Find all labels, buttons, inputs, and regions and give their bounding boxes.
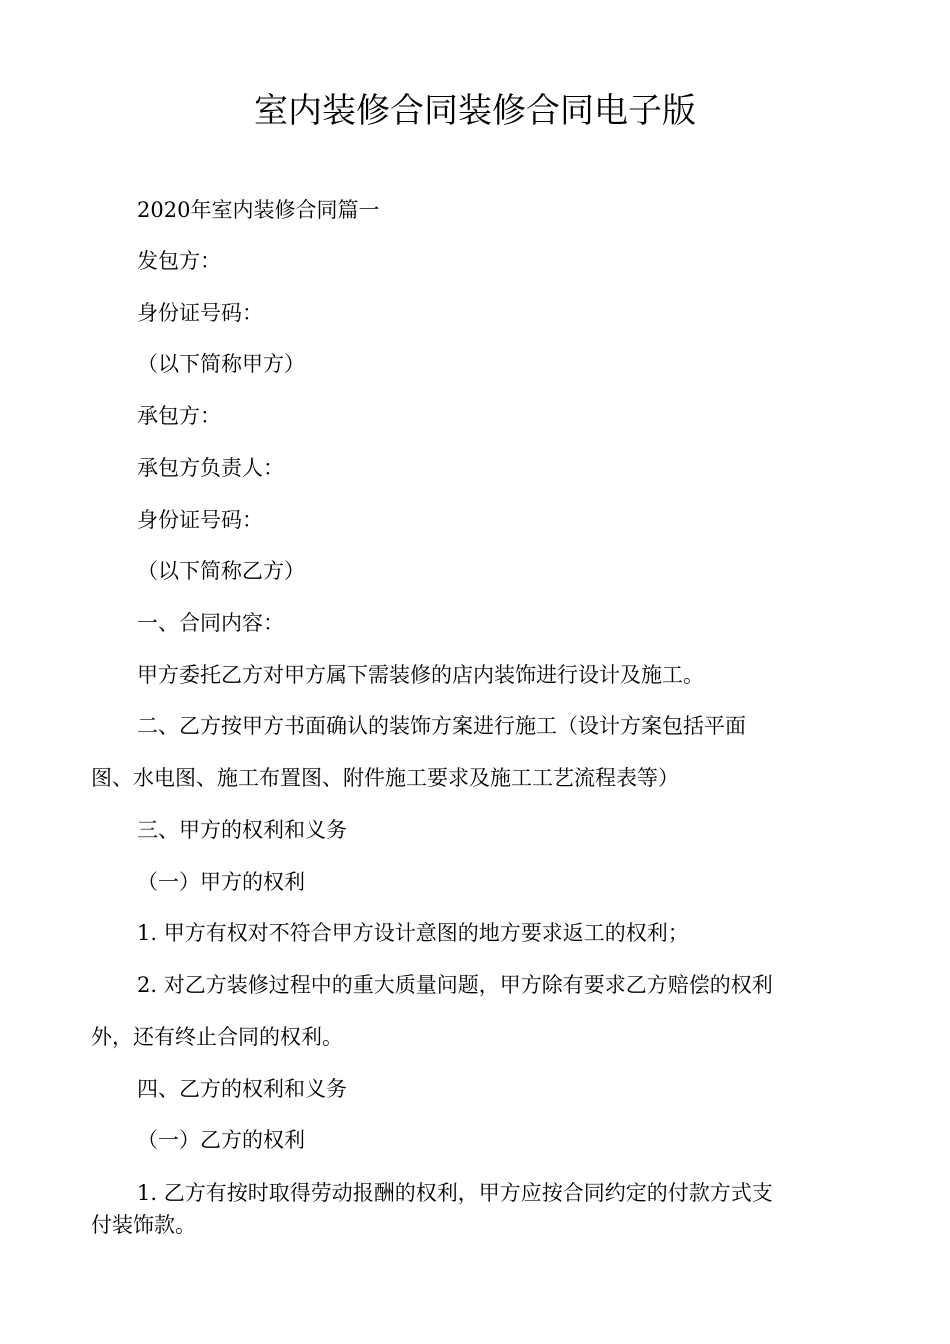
section-heading-year: 2020年室内装修合同篇一 [137, 198, 380, 222]
section-heading-party-b: 四、乙方的权利和义务 [137, 1077, 347, 1101]
clause-a-2-line1: 2. 对乙方装修过程中的重大质量问题，甲方除有要求乙方赔偿的权利 [137, 973, 773, 997]
field-contractor: 承包方： [137, 404, 221, 428]
paragraph-scheme-line1: 二、乙方按甲方书面确认的装饰方案进行施工（设计方案包括平面 [137, 714, 746, 738]
subheading-party-a-rights: （一）甲方的权利 [137, 870, 305, 894]
note-party-b: （以下简称乙方） [137, 559, 305, 583]
section-heading-party-a: 三、甲方的权利和义务 [137, 818, 347, 842]
clause-b-1-line2: 付装饰款。 [91, 1213, 196, 1237]
field-id-number-b: 身份证号码： [137, 508, 263, 532]
clause-a-1: 1. 甲方有权对不符合甲方设计意图的地方要求返工的权利； [137, 921, 689, 945]
section-heading-content: 一、合同内容： [137, 611, 284, 635]
subheading-party-b-rights: （一）乙方的权利 [137, 1128, 305, 1152]
paragraph-content: 甲方委托乙方对甲方属下需装修的店内装饰进行设计及施工。 [137, 663, 704, 687]
note-party-a: （以下简称甲方） [137, 352, 305, 376]
document-title: 室内装修合同装修合同电子版 [254, 91, 696, 131]
field-contractor-issuer: 发包方： [137, 249, 221, 273]
field-id-number-a: 身份证号码： [137, 301, 263, 325]
paragraph-scheme-line2: 图、水电图、施工布置图、附件施工要求及施工工艺流程表等） [91, 766, 679, 790]
clause-a-2-line2: 外，还有终止合同的权利。 [91, 1025, 343, 1049]
field-contractor-head: 承包方负责人： [137, 456, 284, 480]
clause-b-1-line1: 1. 乙方有按时取得劳动报酬的权利，甲方应按合同约定的付款方式支 [137, 1181, 773, 1205]
